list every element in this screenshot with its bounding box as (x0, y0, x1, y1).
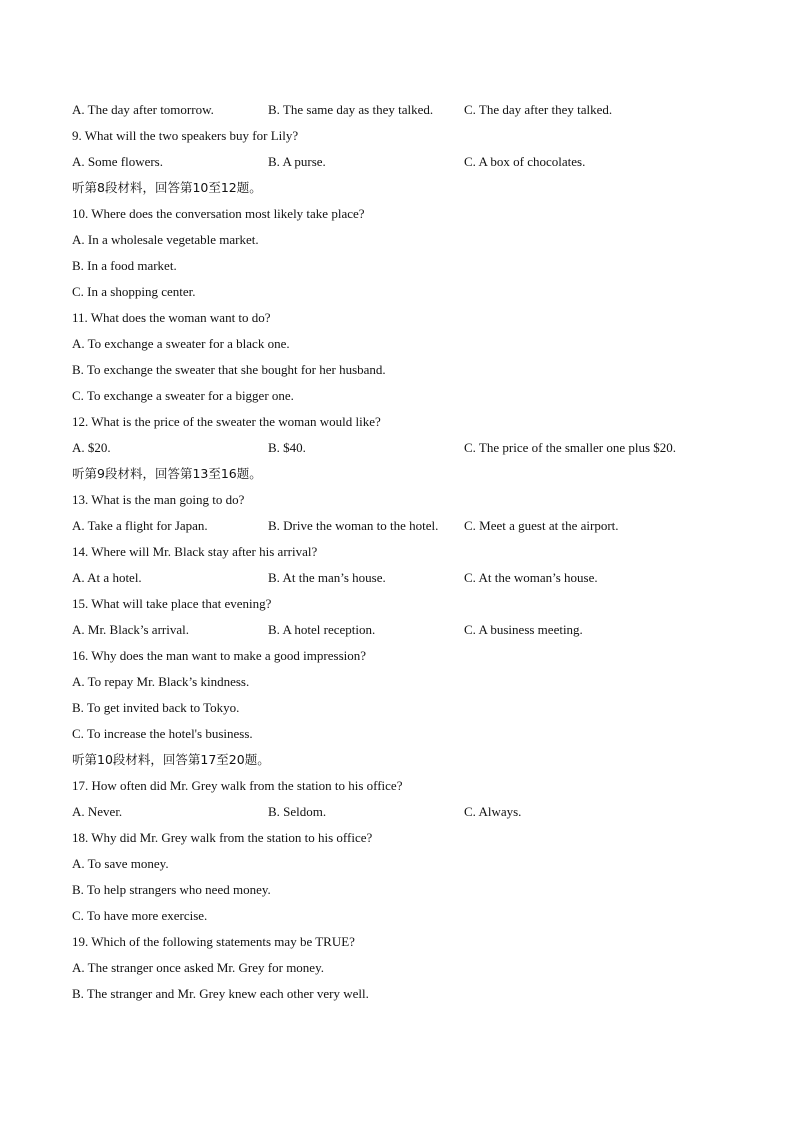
answer-options-row (72, 570, 732, 586)
answer-option: B. $40. (268, 440, 306, 455)
question-line: C. To increase the hotel's business. (72, 726, 253, 741)
answer-option: A. At a hotel. (72, 570, 142, 585)
question-line: C. To have more exercise. (72, 908, 208, 923)
section-instruction: 听第10段材料，回答第17至20题。 (72, 752, 270, 767)
answer-option: C. The price of the smaller one plus $20. (464, 440, 677, 455)
question-line: 9. What will the two speakers buy for Lily? (72, 128, 299, 143)
question-line: 15. What will take place that evening? (72, 596, 272, 611)
answer-option: A. The day after tomorrow. (72, 102, 214, 117)
answer-option: A. Take a flight for Japan. (72, 518, 208, 533)
question-line: B. To help strangers who need money. (72, 882, 271, 897)
question-line: C. In a shopping center. (72, 284, 196, 299)
answer-options-row (72, 102, 732, 118)
question-line: A. In a wholesale vegetable market. (72, 232, 259, 247)
question-line: B. To get invited back to Tokyo. (72, 700, 240, 715)
question-line: A. To exchange a sweater for a black one. (72, 336, 290, 351)
answer-options-row (72, 804, 732, 820)
answer-option: C. A box of chocolates. (464, 154, 586, 169)
answer-options-row (72, 518, 732, 534)
answer-options-row (72, 154, 732, 170)
question-line: 19. Which of the following statements may be TRUE? (72, 934, 355, 949)
answer-option: A. Some flowers. (72, 154, 163, 169)
question-line: 14. Where will Mr. Black stay after his arrival? (72, 544, 318, 559)
question-line: B. In a food market. (72, 258, 177, 273)
answer-option: C. Meet a guest at the airport. (464, 518, 619, 533)
answer-option: B. Seldom. (268, 804, 327, 819)
answer-option: C. Always. (464, 804, 522, 819)
answer-option: C. A business meeting. (464, 622, 583, 637)
answer-option: A. $20. (72, 440, 111, 455)
question-line: 12. What is the price of the sweater the woman would like? (72, 414, 381, 429)
question-line: A. The stranger once asked Mr. Grey for money. (72, 960, 324, 975)
question-line: B. The stranger and Mr. Grey knew each other very well. (72, 986, 369, 1001)
question-line: 10. Where does the conversation most likely take place? (72, 206, 365, 221)
question-line: C. To exchange a sweater for a bigger one. (72, 388, 294, 403)
answer-option: C. The day after they talked. (464, 102, 613, 117)
question-line: A. To repay Mr. Black’s kindness. (72, 674, 250, 689)
answer-options-row (72, 622, 732, 638)
answer-option: A. Never. (72, 804, 123, 819)
section-instruction: 听第8段材料，回答第10至12题。 (72, 180, 262, 195)
answer-options-row (72, 440, 732, 456)
answer-option: A. Mr. Black’s arrival. (72, 622, 189, 637)
answer-option: B. The same day as they talked. (268, 102, 434, 117)
answer-option: B. A purse. (268, 154, 326, 169)
question-line: A. To save money. (72, 856, 169, 871)
question-line: 18. Why did Mr. Grey walk from the station to his office? (72, 830, 373, 845)
question-line: 13. What is the man going to do? (72, 492, 245, 507)
answer-option: B. At the man’s house. (268, 570, 386, 585)
question-line: 16. Why does the man want to make a good impression? (72, 648, 367, 663)
answer-option: B. Drive the woman to the hotel. (268, 518, 439, 533)
question-line: 17. How often did Mr. Grey walk from the station to his office? (72, 778, 403, 793)
answer-option: C. At the woman’s house. (464, 570, 598, 585)
section-instruction: 听第9段材料，回答第13至16题。 (72, 466, 262, 481)
question-line: 11. What does the woman want to do? (72, 310, 271, 325)
answer-option: B. A hotel reception. (268, 622, 376, 637)
question-line: B. To exchange the sweater that she bought for her husband. (72, 362, 386, 377)
